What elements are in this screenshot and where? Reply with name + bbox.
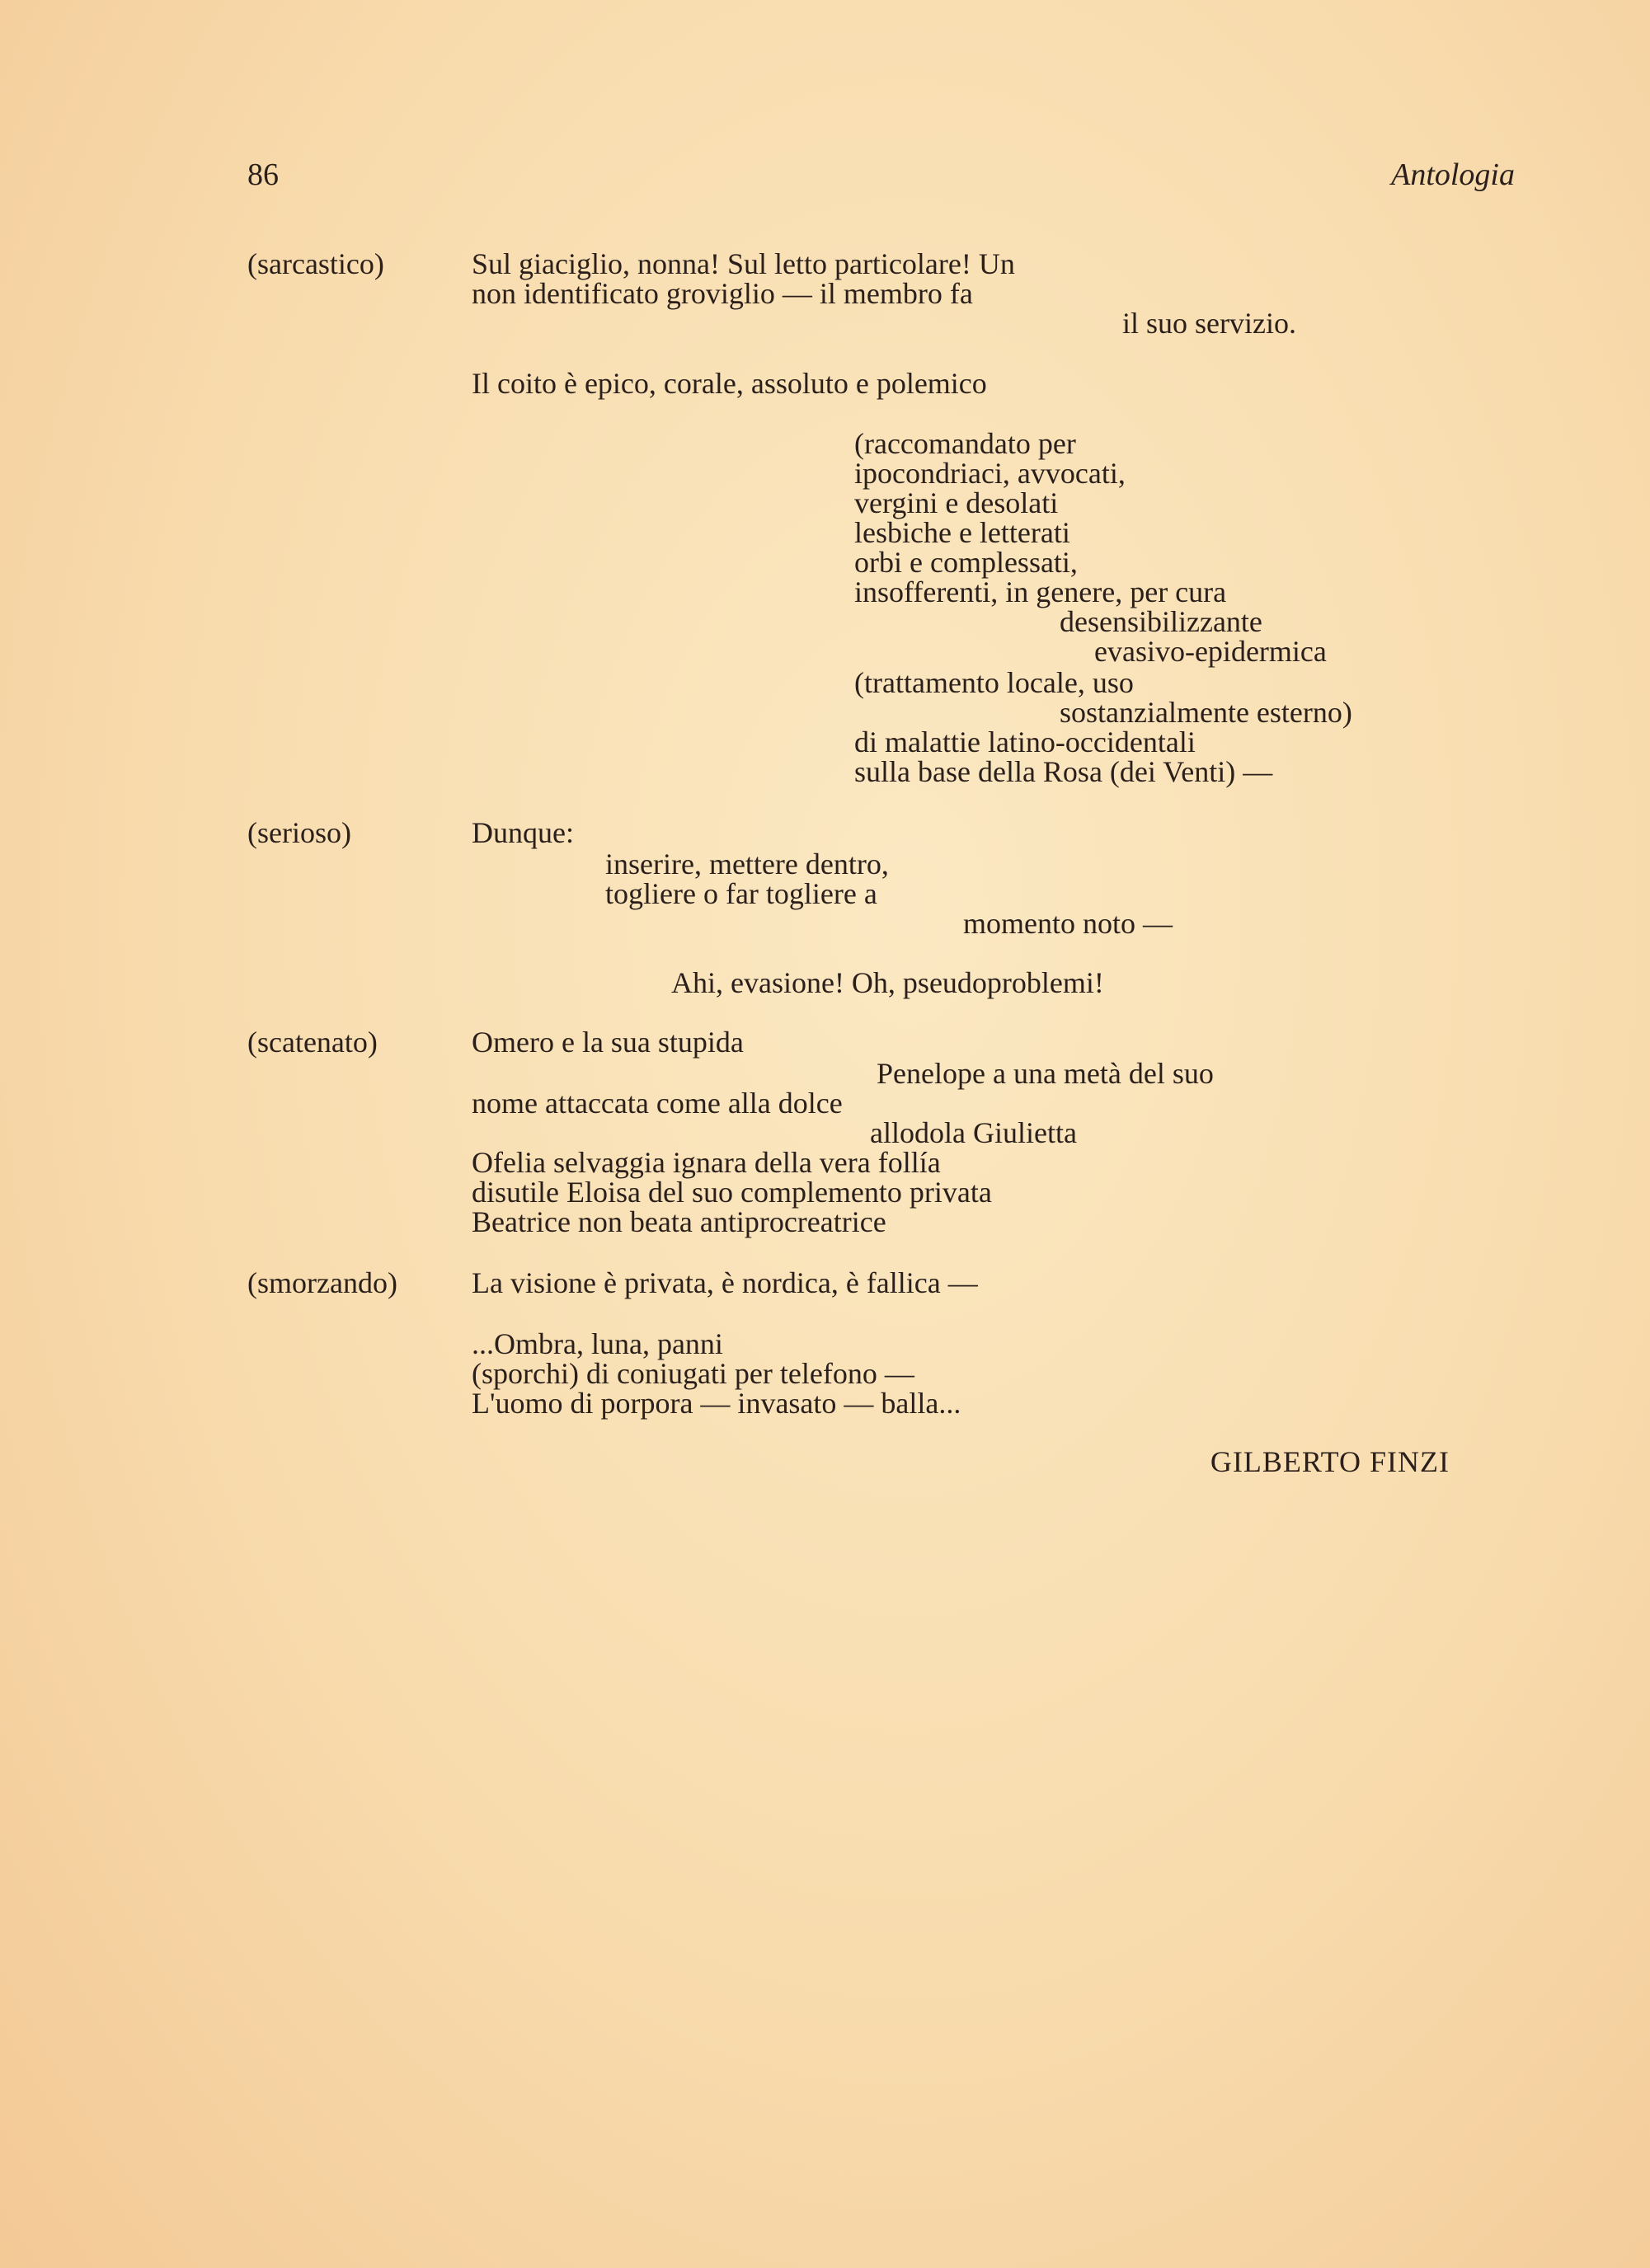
stage-direction-label: (smorzando): [247, 1266, 397, 1299]
verse-line: desensibilizzante: [1060, 605, 1262, 638]
verse-line: nome attaccata come alla dolce: [472, 1087, 843, 1120]
verse-line: momento noto —: [963, 907, 1173, 940]
stage-direction-label: (serioso): [247, 816, 351, 849]
verse-line: non identificato groviglio — il membro fa: [472, 277, 973, 310]
verse-line: vergini e desolati: [854, 486, 1059, 519]
verse-line: Ofelia selvaggia ignara della vera follía: [472, 1146, 941, 1179]
verse-line: togliere o far togliere a: [605, 877, 877, 910]
verse-line: Omero e la sua stupida: [472, 1026, 744, 1059]
verse-line: ipocondriaci, avvocati,: [854, 457, 1126, 490]
verse-line: inserire, mettere dentro,: [605, 848, 889, 880]
verse-line: sulla base della Rosa (dei Venti) —: [854, 755, 1273, 788]
verse-line: L'uomo di porpora — invasato — balla...: [472, 1387, 961, 1420]
verse-line: disutile Eloisa del suo complemento privata: [472, 1176, 992, 1209]
verse-line: insofferenti, in genere, per cura: [854, 575, 1227, 608]
verse-line: (sporchi) di coniugati per telefono —: [472, 1357, 914, 1390]
verse-line: Dunque:: [472, 816, 574, 849]
verse-line: lesbiche e letterati: [854, 516, 1070, 549]
verse-line: Il coito è epico, corale, assoluto e polemico: [472, 367, 987, 400]
verse-line: Beatrice non beata antiprocreatrice: [472, 1205, 886, 1238]
verse-line: evasivo-epidermica: [1094, 635, 1327, 668]
verse-line: ...Ombra, luna, panni: [472, 1327, 723, 1360]
stage-direction-label: (sarcastico): [247, 247, 384, 280]
verse-line: La visione è privata, è nordica, è fallica —: [472, 1266, 978, 1299]
verse-line: Ahi, evasione! Oh, pseudoproblemi!: [671, 966, 1104, 999]
page-number: 86: [247, 157, 279, 192]
verse-line: Sul giaciglio, nonna! Sul letto particolare! Un: [472, 247, 1015, 280]
verse-line: il suo servizio.: [1122, 307, 1296, 340]
verse-line: orbi e complessati,: [854, 546, 1078, 579]
verse-line: (trattamento locale, uso: [854, 666, 1134, 699]
verse-line: allodola Giulietta: [870, 1116, 1077, 1149]
stage-direction-label: (scatenato): [247, 1026, 378, 1059]
author-signature: GILBERTO FINZI: [1210, 1445, 1450, 1478]
verse-line: (raccomandato per: [854, 427, 1076, 460]
verse-line: Penelope a una metà del suo: [877, 1057, 1214, 1090]
running-title: Antologia: [1391, 157, 1515, 192]
verse-line: di malattie latino-occidentali: [854, 725, 1196, 758]
verse-line: sostanzialmente esterno): [1060, 696, 1352, 729]
